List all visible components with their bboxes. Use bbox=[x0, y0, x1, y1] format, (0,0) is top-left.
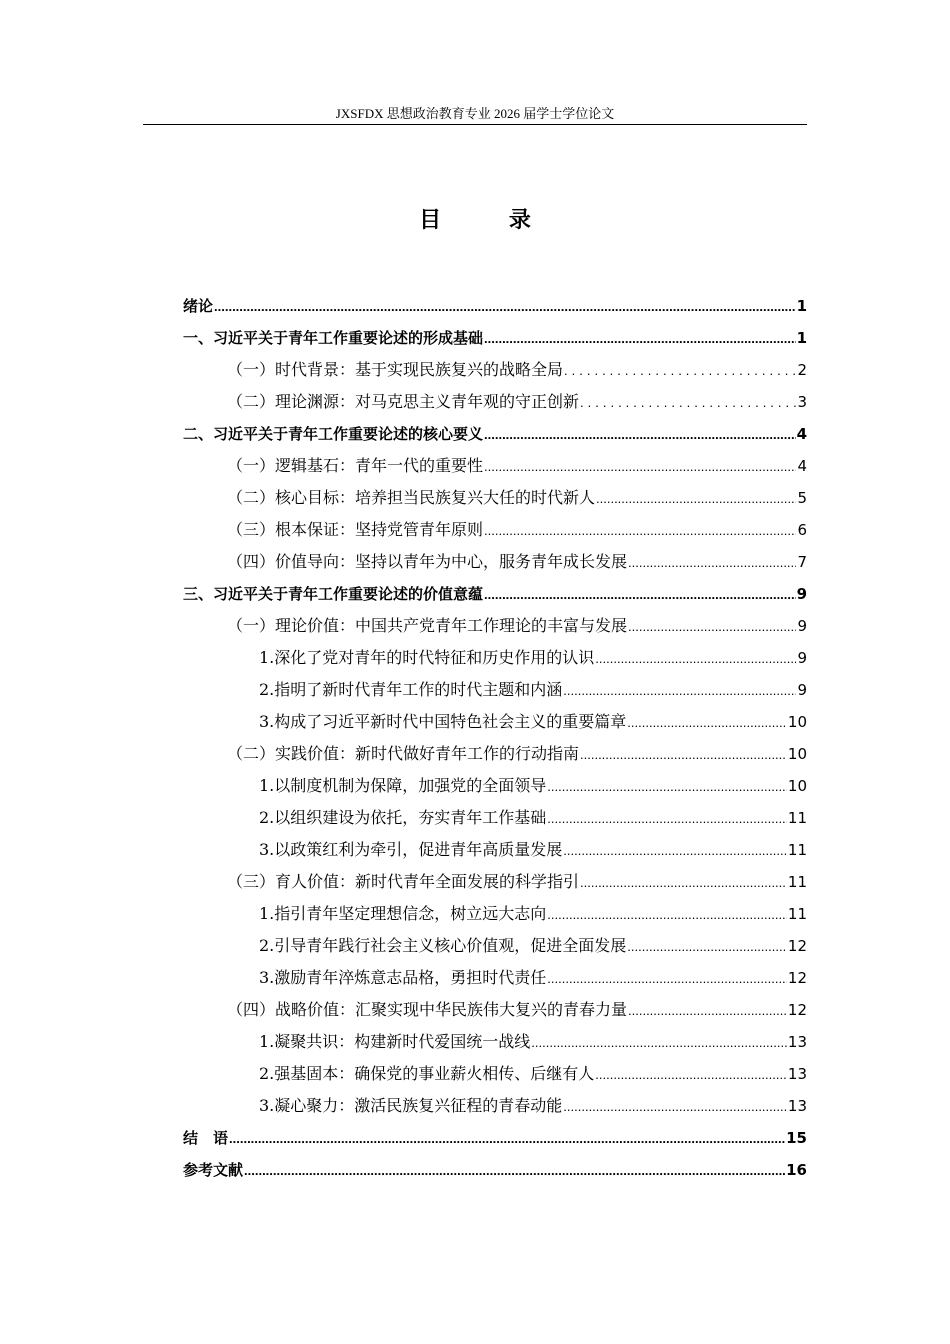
toc-entry-page-number: 15 bbox=[786, 1129, 807, 1147]
toc-dot-leader bbox=[531, 1027, 787, 1059]
toc-dot-leader bbox=[580, 739, 787, 771]
toc-entry[interactable] bbox=[183, 706, 807, 738]
toc-entry[interactable] bbox=[183, 546, 807, 578]
toc-dot-leader bbox=[229, 1123, 785, 1155]
toc-entry-page-number: 1 bbox=[796, 297, 807, 315]
toc-entry[interactable] bbox=[183, 930, 807, 962]
toc-entry[interactable] bbox=[183, 738, 807, 770]
toc-entry-title: （四）价值导向：坚持以青年为中心，服务青年成长发展 bbox=[227, 552, 628, 571]
toc-dot-leader bbox=[563, 675, 796, 707]
toc-entry[interactable] bbox=[183, 290, 807, 322]
toc-entry-page-number: 1 bbox=[796, 329, 807, 347]
toc-entry[interactable] bbox=[183, 898, 807, 930]
toc-entry-page-number: 2 bbox=[797, 361, 807, 379]
toc-entry-page-number: 13 bbox=[787, 1033, 807, 1051]
toc-entry-title: （三）育人价值：新时代青年全面发展的科学指引 bbox=[227, 872, 580, 891]
table-of-contents bbox=[183, 290, 807, 1186]
toc-entry[interactable] bbox=[183, 482, 807, 514]
toc-dot-leader bbox=[484, 451, 796, 483]
toc-entry-title: 3.构成了习近平新时代中国特色社会主义的重要篇章 bbox=[259, 712, 627, 731]
toc-entry-title: 1.以制度机制为保障，加强党的全面领导 bbox=[259, 776, 547, 795]
header-divider bbox=[143, 124, 807, 125]
toc-entry[interactable] bbox=[183, 514, 807, 546]
toc-dot-leader bbox=[628, 995, 787, 1027]
toc-entry-page-number: 7 bbox=[797, 553, 807, 571]
toc-entry-title: （四）战略价值：汇聚实现中华民族伟大复兴的青春力量 bbox=[227, 1000, 628, 1019]
toc-entry[interactable] bbox=[183, 418, 807, 450]
toc-entry-title: （二）核心目标：培养担当民族复兴大任的时代新人 bbox=[227, 488, 596, 507]
toc-entry-title: （三）根本保证：坚持党管青年原则 bbox=[227, 520, 484, 539]
toc-entry-page-number: 6 bbox=[797, 521, 807, 539]
toc-entry-page-number: 4 bbox=[796, 425, 807, 443]
toc-entry[interactable] bbox=[183, 802, 807, 834]
running-header: JXSFDX 思想政治教育专业 2026 届学士学位论文 bbox=[335, 106, 615, 121]
toc-dot-leader bbox=[564, 355, 796, 387]
toc-dot-leader bbox=[484, 419, 796, 451]
toc-entry-page-number: 12 bbox=[787, 937, 807, 955]
toc-entry-title: （二）理论渊源：对马克思主义青年观的守正创新 bbox=[227, 392, 580, 411]
toc-entry-page-number: 11 bbox=[787, 873, 807, 891]
toc-entry-page-number: 11 bbox=[787, 809, 807, 827]
toc-dot-leader bbox=[595, 1059, 787, 1091]
toc-entry-title: 绪论 bbox=[183, 297, 214, 315]
toc-entry[interactable] bbox=[183, 578, 807, 610]
toc-entry[interactable] bbox=[183, 866, 807, 898]
toc-entry[interactable] bbox=[183, 1122, 807, 1154]
toc-entry[interactable] bbox=[183, 450, 807, 482]
toc-entry[interactable] bbox=[183, 1090, 807, 1122]
toc-entry-title: 1.凝聚共识：构建新时代爱国统一战线 bbox=[259, 1032, 531, 1051]
toc-entry-page-number: 9 bbox=[797, 681, 807, 699]
toc-dot-leader bbox=[214, 291, 796, 323]
toc-entry[interactable] bbox=[183, 994, 807, 1026]
toc-dot-leader bbox=[580, 387, 796, 419]
toc-entry-title: 一、习近平关于青年工作重要论述的形成基础 bbox=[183, 329, 484, 347]
toc-entry-page-number: 10 bbox=[787, 713, 807, 731]
toc-dot-leader bbox=[627, 707, 787, 739]
toc-entry-title: 3.激励青年淬炼意志品格，勇担时代责任 bbox=[259, 968, 547, 987]
toc-entry[interactable] bbox=[183, 610, 807, 642]
toc-entry[interactable] bbox=[183, 1154, 807, 1186]
toc-entry[interactable] bbox=[183, 322, 807, 354]
toc-entry-title: 三、习近平关于青年工作重要论述的价值意蕴 bbox=[183, 585, 484, 603]
toc-entry-page-number: 11 bbox=[787, 841, 807, 859]
toc-entry-title: 2.引导青年践行社会主义核心价值观，促进全面发展 bbox=[259, 936, 627, 955]
toc-entry-page-number: 10 bbox=[787, 745, 807, 763]
toc-dot-leader bbox=[595, 643, 796, 675]
toc-entry[interactable] bbox=[183, 1058, 807, 1090]
toc-entry[interactable] bbox=[183, 770, 807, 802]
toc-entry[interactable] bbox=[183, 354, 807, 386]
toc-entry-page-number: 5 bbox=[797, 489, 807, 507]
toc-entry-title: 2.以组织建设为依托，夯实青年工作基础 bbox=[259, 808, 547, 827]
toc-dot-leader bbox=[563, 835, 787, 867]
toc-entry-page-number: 16 bbox=[786, 1161, 807, 1179]
toc-entry-title: 1.指引青年坚定理想信念，树立远大志向 bbox=[259, 904, 547, 923]
toc-entry-page-number: 11 bbox=[787, 905, 807, 923]
toc-entry-title: 二、习近平关于青年工作重要论述的核心要义 bbox=[183, 425, 484, 443]
toc-entry-page-number: 12 bbox=[787, 969, 807, 987]
page-title: 目 录 bbox=[419, 207, 561, 233]
toc-entry-page-number: 12 bbox=[787, 1001, 807, 1019]
toc-dot-leader bbox=[547, 771, 787, 803]
toc-entry-page-number: 3 bbox=[797, 393, 807, 411]
toc-dot-leader bbox=[547, 899, 787, 931]
toc-entry[interactable] bbox=[183, 962, 807, 994]
toc-dot-leader bbox=[484, 579, 796, 611]
toc-entry[interactable] bbox=[183, 1026, 807, 1058]
toc-entry-page-number: 9 bbox=[797, 617, 807, 635]
toc-entry[interactable] bbox=[183, 674, 807, 706]
toc-entry-title: 参考文献 bbox=[183, 1161, 244, 1179]
toc-entry-title: （二）实践价值：新时代做好青年工作的行动指南 bbox=[227, 744, 580, 763]
toc-dot-leader bbox=[484, 515, 796, 547]
toc-entry-page-number: 10 bbox=[787, 777, 807, 795]
toc-entry-title: 结 语 bbox=[183, 1129, 229, 1147]
toc-dot-leader bbox=[244, 1155, 785, 1187]
toc-entry[interactable] bbox=[183, 386, 807, 418]
toc-entry-title: 3.凝心聚力：激活民族复兴征程的青春动能 bbox=[259, 1096, 563, 1115]
toc-dot-leader bbox=[563, 1091, 787, 1123]
toc-entry-page-number: 4 bbox=[797, 457, 807, 475]
toc-entry-page-number: 9 bbox=[797, 649, 807, 667]
toc-dot-leader bbox=[596, 483, 796, 515]
toc-entry-title: 1.深化了党对青年的时代特征和历史作用的认识 bbox=[259, 648, 595, 667]
toc-dot-leader bbox=[628, 611, 796, 643]
toc-entry-page-number: 9 bbox=[796, 585, 807, 603]
toc-dot-leader bbox=[580, 867, 787, 899]
toc-dot-leader bbox=[628, 547, 796, 579]
toc-entry[interactable] bbox=[183, 642, 807, 674]
toc-dot-leader bbox=[627, 931, 787, 963]
toc-entry-title: （一）理论价值：中国共产党青年工作理论的丰富与发展 bbox=[227, 616, 628, 635]
toc-entry[interactable] bbox=[183, 834, 807, 866]
toc-entry-title: 2.强基固本：确保党的事业薪火相传、后继有人 bbox=[259, 1064, 595, 1083]
toc-dot-leader bbox=[547, 963, 787, 995]
toc-entry-title: （一）逻辑基石：青年一代的重要性 bbox=[227, 456, 484, 475]
toc-entry-title: 3.以政策红利为牵引，促进青年高质量发展 bbox=[259, 840, 563, 859]
toc-dot-leader bbox=[547, 803, 787, 835]
toc-entry-title: （一）时代背景：基于实现民族复兴的战略全局 bbox=[227, 360, 564, 379]
toc-entry-title: 2.指明了新时代青年工作的时代主题和内涵 bbox=[259, 680, 563, 699]
toc-entry-page-number: 13 bbox=[787, 1097, 807, 1115]
toc-dot-leader bbox=[484, 323, 796, 355]
toc-entry-page-number: 13 bbox=[787, 1065, 807, 1083]
